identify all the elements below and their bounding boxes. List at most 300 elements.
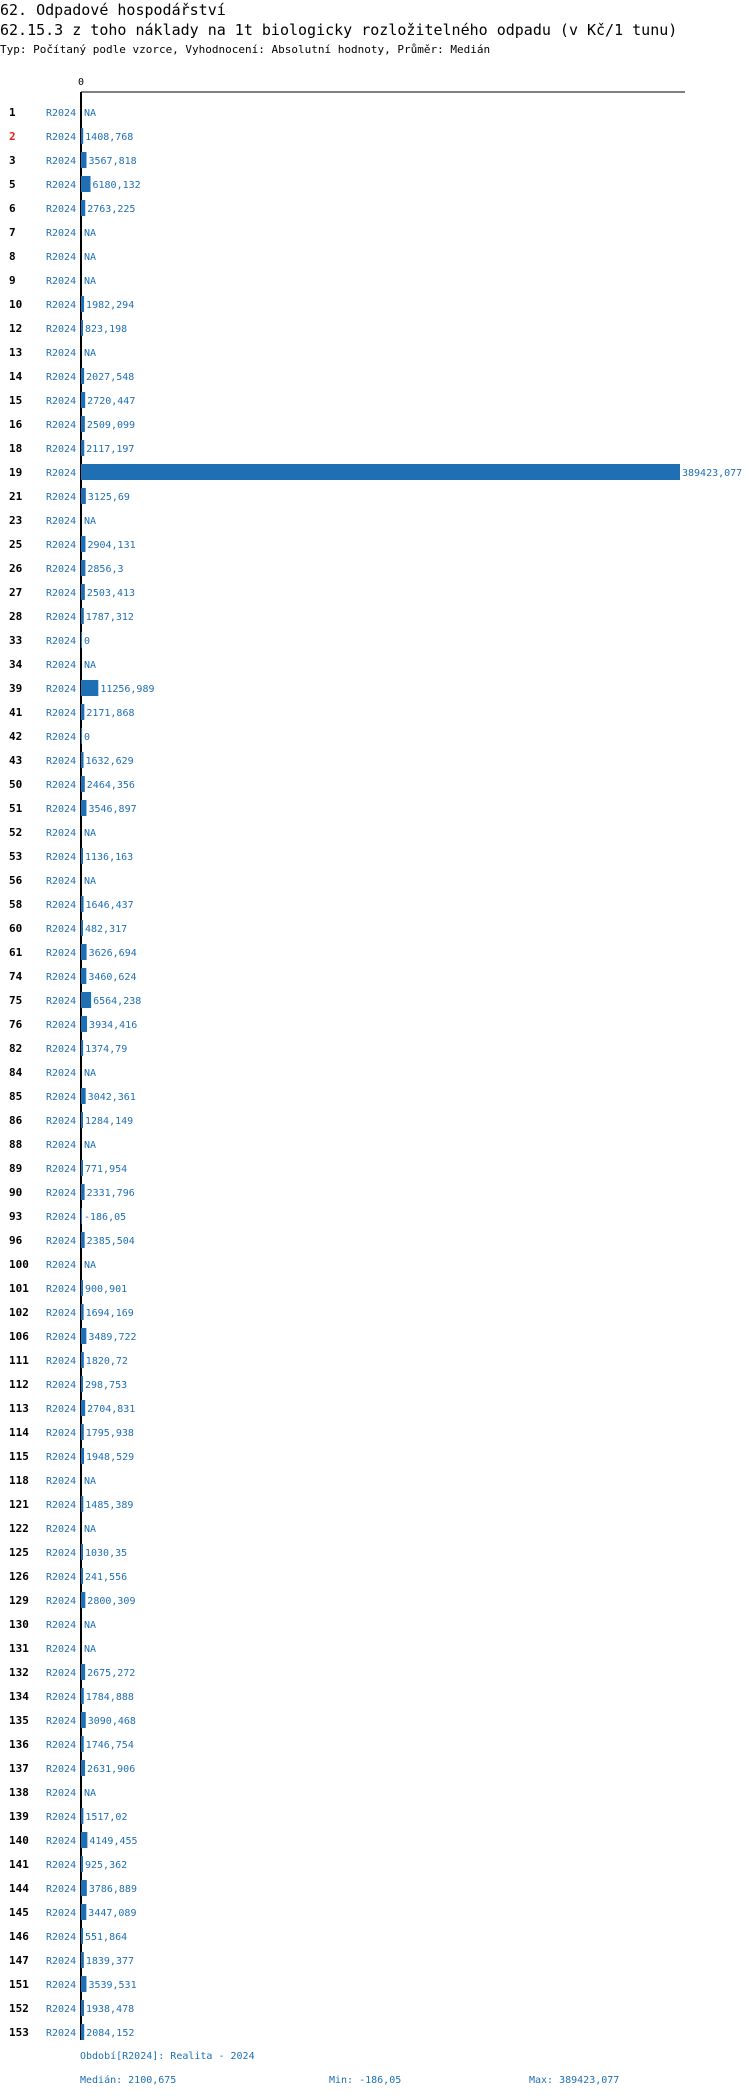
footer-median: Medián: 2100,675 — [80, 2075, 177, 2086]
row-label-41: 41 — [9, 706, 23, 719]
row-period-152: R2024 — [46, 2004, 77, 2015]
row-label-101: 101 — [9, 1282, 29, 1295]
footer-min: Min: -186,05 — [329, 2075, 402, 2086]
bar-102 — [81, 1304, 84, 1320]
row-period-16: R2024 — [46, 420, 77, 431]
row-label-141: 141 — [9, 1858, 29, 1871]
row-period-76: R2024 — [46, 1020, 77, 1031]
bar-126 — [81, 1568, 83, 1584]
row-label-75: 75 — [9, 994, 23, 1007]
row-period-115: R2024 — [46, 1452, 77, 1463]
value-label-102: 1694,169 — [85, 1308, 134, 1319]
value-label-139: 1517,02 — [85, 1812, 128, 1823]
bar-16 — [81, 416, 85, 432]
value-label-111: 1820,72 — [85, 1356, 128, 1367]
row-period-6: R2024 — [46, 204, 77, 215]
row-period-13: R2024 — [46, 348, 77, 359]
row-label-42: 42 — [9, 730, 23, 743]
value-label-145: 3447,089 — [88, 1908, 137, 1919]
row-label-84: 84 — [9, 1066, 23, 1079]
value-label-23: NA — [84, 516, 97, 527]
row-label-139: 139 — [9, 1810, 29, 1823]
value-label-16: 2509,099 — [86, 420, 136, 431]
value-label-122: NA — [84, 1524, 97, 1535]
row-period-141: R2024 — [46, 1860, 77, 1871]
value-label-1: NA — [84, 108, 97, 119]
value-label-113: 2704,831 — [87, 1404, 136, 1415]
bar-136 — [81, 1736, 84, 1752]
row-period-18: R2024 — [46, 444, 77, 455]
row-period-153: R2024 — [46, 2028, 77, 2039]
row-period-50: R2024 — [46, 780, 77, 791]
bar-111 — [81, 1352, 84, 1368]
value-label-27: 2503,413 — [86, 588, 136, 599]
bar-61 — [81, 944, 87, 960]
value-label-21: 3125,69 — [87, 492, 130, 503]
bar-145 — [81, 1904, 86, 1920]
row-label-134: 134 — [9, 1690, 29, 1703]
row-label-112: 112 — [9, 1378, 29, 1391]
value-label-18: 2117,197 — [86, 444, 135, 455]
value-label-15: 2720,447 — [87, 396, 136, 407]
row-period-86: R2024 — [46, 1116, 77, 1127]
row-label-90: 90 — [9, 1186, 23, 1199]
bar-12 — [81, 320, 83, 336]
row-label-39: 39 — [9, 682, 23, 695]
row-label-60: 60 — [9, 922, 23, 935]
value-label-42: 0 — [84, 732, 91, 743]
bar-115 — [81, 1448, 84, 1464]
bar-135 — [81, 1712, 86, 1728]
row-period-137: R2024 — [46, 1764, 77, 1775]
bar-96 — [81, 1232, 85, 1248]
row-label-23: 23 — [9, 514, 23, 527]
row-period-147: R2024 — [46, 1956, 77, 1967]
row-period-10: R2024 — [46, 300, 77, 311]
value-label-147: 1839,377 — [85, 1956, 135, 1967]
value-label-106: 3489,722 — [88, 1332, 137, 1343]
row-period-139: R2024 — [46, 1812, 77, 1823]
value-label-129: 2800,309 — [87, 1596, 136, 1607]
value-label-100: NA — [84, 1260, 97, 1271]
row-period-100: R2024 — [46, 1260, 77, 1271]
value-label-96: 2385,504 — [86, 1236, 135, 1247]
row-label-100: 100 — [9, 1258, 29, 1271]
row-label-1: 1 — [9, 106, 16, 119]
row-period-75: R2024 — [46, 996, 77, 1007]
row-label-85: 85 — [9, 1090, 23, 1103]
row-label-76: 76 — [9, 1018, 23, 1031]
value-label-121: 1485,389 — [85, 1500, 134, 1511]
bar-85 — [81, 1088, 86, 1104]
value-label-76: 3934,416 — [89, 1020, 138, 1031]
row-label-115: 115 — [9, 1450, 29, 1463]
value-label-33: 0 — [84, 636, 91, 647]
value-label-41: 2171,868 — [86, 708, 135, 719]
row-label-131: 131 — [9, 1642, 29, 1655]
row-label-58: 58 — [9, 898, 23, 911]
bar-51 — [81, 800, 86, 816]
row-label-132: 132 — [9, 1666, 29, 1679]
bar-153 — [81, 2024, 84, 2040]
bar-41 — [81, 704, 84, 720]
bar-43 — [81, 752, 84, 768]
indicator-title: 62.15.3 z toho náklady na 1t biologicky rozložitelného odpadu (v Kč/1 tunu) — [0, 21, 678, 39]
bar-151 — [81, 1976, 86, 1992]
value-label-50: 2464,356 — [86, 780, 135, 791]
row-period-85: R2024 — [46, 1092, 77, 1103]
row-period-140: R2024 — [46, 1836, 77, 1847]
row-period-132: R2024 — [46, 1668, 77, 1679]
value-label-112: 298,753 — [85, 1380, 128, 1391]
footer-max: Max: 389423,077 — [529, 2075, 620, 2086]
x-axis-tick-label: 0 — [78, 77, 85, 88]
bar-114 — [81, 1424, 84, 1440]
row-label-129: 129 — [9, 1594, 29, 1607]
value-label-136: 1746,754 — [85, 1740, 134, 1751]
row-period-39: R2024 — [46, 684, 77, 695]
value-label-60: 482,317 — [85, 924, 128, 935]
value-label-53: 1136,163 — [85, 852, 134, 863]
row-period-129: R2024 — [46, 1596, 77, 1607]
value-label-125: 1030,35 — [85, 1548, 128, 1559]
value-label-141: 925,362 — [85, 1860, 128, 1871]
row-period-53: R2024 — [46, 852, 77, 863]
row-label-88: 88 — [9, 1138, 23, 1151]
bar-146 — [81, 1928, 83, 1944]
bar-89 — [81, 1160, 83, 1176]
value-label-86: 1284,149 — [85, 1116, 134, 1127]
row-label-50: 50 — [9, 778, 23, 791]
row-label-8: 8 — [9, 250, 16, 263]
row-label-5: 5 — [9, 178, 16, 191]
value-label-43: 1632,629 — [85, 756, 134, 767]
bar-132 — [81, 1664, 85, 1680]
bar-101 — [81, 1280, 83, 1296]
footer-period: Období[R2024]: Realita - 2024 — [80, 2051, 255, 2062]
row-period-151: R2024 — [46, 1980, 77, 1991]
row-label-138: 138 — [9, 1786, 29, 1799]
value-label-5: 6180,132 — [92, 180, 141, 191]
row-period-19: R2024 — [46, 468, 77, 479]
value-label-137: 2631,906 — [87, 1764, 136, 1775]
row-label-82: 82 — [9, 1042, 23, 1055]
row-period-134: R2024 — [46, 1692, 77, 1703]
value-label-89: 771,954 — [85, 1164, 128, 1175]
row-period-122: R2024 — [46, 1524, 77, 1535]
row-label-61: 61 — [9, 946, 23, 959]
row-period-41: R2024 — [46, 708, 77, 719]
value-label-34: NA — [84, 660, 97, 671]
row-period-25: R2024 — [46, 540, 77, 551]
row-label-14: 14 — [9, 370, 23, 383]
value-label-14: 2027,548 — [86, 372, 135, 383]
bar-125 — [81, 1544, 83, 1560]
row-period-146: R2024 — [46, 1932, 77, 1943]
row-label-130: 130 — [9, 1618, 29, 1631]
row-period-51: R2024 — [46, 804, 77, 815]
row-period-96: R2024 — [46, 1236, 77, 1247]
value-label-6: 2763,225 — [87, 204, 136, 215]
row-period-26: R2024 — [46, 564, 77, 575]
bar-39 — [81, 680, 98, 696]
value-label-75: 6564,238 — [93, 996, 142, 1007]
row-period-131: R2024 — [46, 1644, 77, 1655]
row-period-102: R2024 — [46, 1308, 77, 1319]
bar-5 — [81, 176, 91, 192]
row-period-34: R2024 — [46, 660, 77, 671]
row-label-43: 43 — [9, 754, 23, 767]
row-label-52: 52 — [9, 826, 23, 839]
value-label-52: NA — [84, 828, 97, 839]
row-label-102: 102 — [9, 1306, 29, 1319]
row-period-2: R2024 — [46, 132, 77, 143]
value-label-12: 823,198 — [85, 324, 128, 335]
row-label-145: 145 — [9, 1906, 29, 1919]
value-label-152: 1938,478 — [85, 2004, 135, 2015]
value-label-90: 2331,796 — [86, 1188, 135, 1199]
row-label-86: 86 — [9, 1114, 23, 1127]
row-period-106: R2024 — [46, 1332, 77, 1343]
row-label-152: 152 — [9, 2002, 29, 2015]
bar-152 — [81, 2000, 84, 2016]
bar-75 — [81, 992, 91, 1008]
row-label-122: 122 — [9, 1522, 29, 1535]
row-period-8: R2024 — [46, 252, 77, 263]
bar-2 — [81, 128, 83, 144]
row-period-15: R2024 — [46, 396, 77, 407]
value-label-140: 4149,455 — [89, 1836, 138, 1847]
row-period-136: R2024 — [46, 1740, 77, 1751]
value-label-13: NA — [84, 348, 97, 359]
row-label-121: 121 — [9, 1498, 29, 1511]
bar-21 — [81, 488, 86, 504]
value-label-10: 1982,294 — [86, 300, 135, 311]
row-label-114: 114 — [9, 1426, 29, 1439]
row-period-93: R2024 — [46, 1212, 77, 1223]
bar-25 — [81, 536, 85, 552]
bar-139 — [81, 1808, 83, 1824]
value-label-130: NA — [84, 1620, 97, 1631]
row-label-51: 51 — [9, 802, 23, 815]
row-label-147: 147 — [9, 1954, 29, 1967]
value-label-101: 900,901 — [85, 1284, 128, 1295]
bar-26 — [81, 560, 85, 576]
bar-76 — [81, 1016, 87, 1032]
row-period-118: R2024 — [46, 1476, 77, 1487]
row-label-9: 9 — [9, 274, 16, 287]
row-label-96: 96 — [9, 1234, 23, 1247]
row-period-27: R2024 — [46, 588, 77, 599]
row-period-5: R2024 — [46, 180, 77, 191]
row-label-144: 144 — [9, 1882, 29, 1895]
value-label-26: 2856,3 — [87, 564, 124, 575]
row-label-135: 135 — [9, 1714, 29, 1727]
row-period-52: R2024 — [46, 828, 77, 839]
bar-28 — [81, 608, 84, 624]
value-label-19: 389423,077 — [682, 468, 743, 479]
row-period-7: R2024 — [46, 228, 77, 239]
row-period-1: R2024 — [46, 108, 77, 119]
row-label-151: 151 — [9, 1978, 29, 1991]
value-label-115: 1948,529 — [85, 1452, 135, 1463]
value-label-114: 1795,938 — [85, 1428, 134, 1439]
row-label-27: 27 — [9, 586, 23, 599]
value-label-138: NA — [84, 1788, 97, 1799]
row-label-113: 113 — [9, 1402, 29, 1415]
row-period-74: R2024 — [46, 972, 77, 983]
bar-3 — [81, 152, 86, 168]
row-period-12: R2024 — [46, 324, 77, 335]
bar-33 — [81, 632, 82, 648]
row-label-25: 25 — [9, 538, 23, 551]
row-label-111: 111 — [9, 1354, 29, 1367]
row-period-61: R2024 — [46, 948, 77, 959]
row-period-82: R2024 — [46, 1044, 77, 1055]
row-period-145: R2024 — [46, 1908, 77, 1919]
bar-106 — [81, 1328, 86, 1344]
row-period-43: R2024 — [46, 756, 77, 767]
value-label-61: 3626,694 — [88, 948, 137, 959]
bar-60 — [81, 920, 83, 936]
value-label-25: 2904,131 — [87, 540, 136, 551]
value-label-39: 11256,989 — [100, 684, 155, 695]
value-label-56: NA — [84, 876, 97, 887]
value-label-3: 3567,818 — [88, 156, 137, 167]
bar-137 — [81, 1760, 85, 1776]
bar-82 — [81, 1040, 83, 1056]
row-label-93: 93 — [9, 1210, 23, 1223]
row-label-26: 26 — [9, 562, 23, 575]
value-label-58: 1646,437 — [85, 900, 134, 911]
row-period-121: R2024 — [46, 1500, 77, 1511]
row-label-10: 10 — [9, 298, 23, 311]
bar-141 — [81, 1856, 83, 1872]
value-label-134: 1784,888 — [85, 1692, 134, 1703]
bar-140 — [81, 1832, 87, 1848]
row-label-89: 89 — [9, 1162, 23, 1175]
row-label-2: 2 — [9, 130, 16, 143]
row-label-12: 12 — [9, 322, 23, 335]
row-label-140: 140 — [9, 1834, 29, 1847]
row-label-146: 146 — [9, 1930, 29, 1943]
row-label-16: 16 — [9, 418, 23, 431]
row-period-112: R2024 — [46, 1380, 77, 1391]
bar-134 — [81, 1688, 84, 1704]
row-period-90: R2024 — [46, 1188, 77, 1199]
row-period-88: R2024 — [46, 1140, 77, 1151]
value-label-9: NA — [84, 276, 97, 287]
row-label-28: 28 — [9, 610, 23, 623]
value-label-7: NA — [84, 228, 97, 239]
row-label-6: 6 — [9, 202, 16, 215]
value-label-85: 3042,361 — [87, 1092, 136, 1103]
page-title: 62. Odpadové hospodářství — [0, 1, 226, 19]
row-period-138: R2024 — [46, 1788, 77, 1799]
row-label-118: 118 — [9, 1474, 29, 1487]
bar-42 — [81, 728, 82, 744]
row-period-33: R2024 — [46, 636, 77, 647]
bar-144 — [81, 1880, 87, 1896]
value-label-146: 551,864 — [85, 1932, 128, 1943]
value-label-151: 3539,531 — [88, 1980, 137, 1991]
bar-121 — [81, 1496, 83, 1512]
row-period-125: R2024 — [46, 1548, 77, 1559]
value-label-84: NA — [84, 1068, 97, 1079]
row-label-19: 19 — [9, 466, 23, 479]
bar-147 — [81, 1952, 84, 1968]
row-label-126: 126 — [9, 1570, 29, 1583]
bar-14 — [81, 368, 84, 384]
value-label-153: 2084,152 — [86, 2028, 135, 2039]
value-label-118: NA — [84, 1476, 97, 1487]
row-label-106: 106 — [9, 1330, 29, 1343]
bar-53 — [81, 848, 83, 864]
row-label-125: 125 — [9, 1546, 29, 1559]
row-label-137: 137 — [9, 1762, 29, 1775]
value-label-8: NA — [84, 252, 97, 263]
bar-10 — [81, 296, 84, 312]
value-label-135: 3090,468 — [87, 1716, 136, 1727]
value-label-144: 3786,889 — [88, 1884, 137, 1895]
value-label-2: 1408,768 — [85, 132, 134, 143]
row-period-3: R2024 — [46, 156, 77, 167]
bar-129 — [81, 1592, 85, 1608]
row-label-153: 153 — [9, 2026, 29, 2039]
row-label-3: 3 — [9, 154, 16, 167]
row-label-56: 56 — [9, 874, 23, 887]
value-label-82: 1374,79 — [85, 1044, 128, 1055]
value-label-131: NA — [84, 1644, 97, 1655]
bar-93 — [81, 1208, 82, 1224]
row-label-13: 13 — [9, 346, 23, 359]
row-period-89: R2024 — [46, 1164, 77, 1175]
row-period-84: R2024 — [46, 1068, 77, 1079]
bar-27 — [81, 584, 85, 600]
row-period-60: R2024 — [46, 924, 77, 935]
row-period-126: R2024 — [46, 1572, 77, 1583]
row-label-7: 7 — [9, 226, 16, 239]
value-label-93: -186,05 — [84, 1212, 127, 1223]
value-label-88: NA — [84, 1140, 97, 1151]
row-period-113: R2024 — [46, 1404, 77, 1415]
bar-6 — [81, 200, 85, 216]
bar-112 — [81, 1376, 83, 1392]
row-period-21: R2024 — [46, 492, 77, 503]
value-label-132: 2675,272 — [87, 1668, 136, 1679]
row-period-23: R2024 — [46, 516, 77, 527]
row-label-53: 53 — [9, 850, 23, 863]
row-period-14: R2024 — [46, 372, 77, 383]
bar-86 — [81, 1112, 83, 1128]
row-period-111: R2024 — [46, 1356, 77, 1367]
bar-18 — [81, 440, 84, 456]
indicator-meta: Typ: Počítaný podle vzorce, Vyhodnocení: Absolutní hodnoty, Průměr: Medián — [0, 43, 491, 56]
row-label-15: 15 — [9, 394, 23, 407]
value-label-74: 3460,624 — [88, 972, 137, 983]
row-period-135: R2024 — [46, 1716, 77, 1727]
value-label-126: 241,556 — [85, 1572, 128, 1583]
row-period-130: R2024 — [46, 1620, 77, 1631]
bar-50 — [81, 776, 85, 792]
row-label-18: 18 — [9, 442, 23, 455]
row-period-28: R2024 — [46, 612, 77, 623]
value-label-28: 1787,312 — [85, 612, 134, 623]
row-period-144: R2024 — [46, 1884, 77, 1895]
row-period-56: R2024 — [46, 876, 77, 887]
bar-74 — [81, 968, 86, 984]
row-period-9: R2024 — [46, 276, 77, 287]
